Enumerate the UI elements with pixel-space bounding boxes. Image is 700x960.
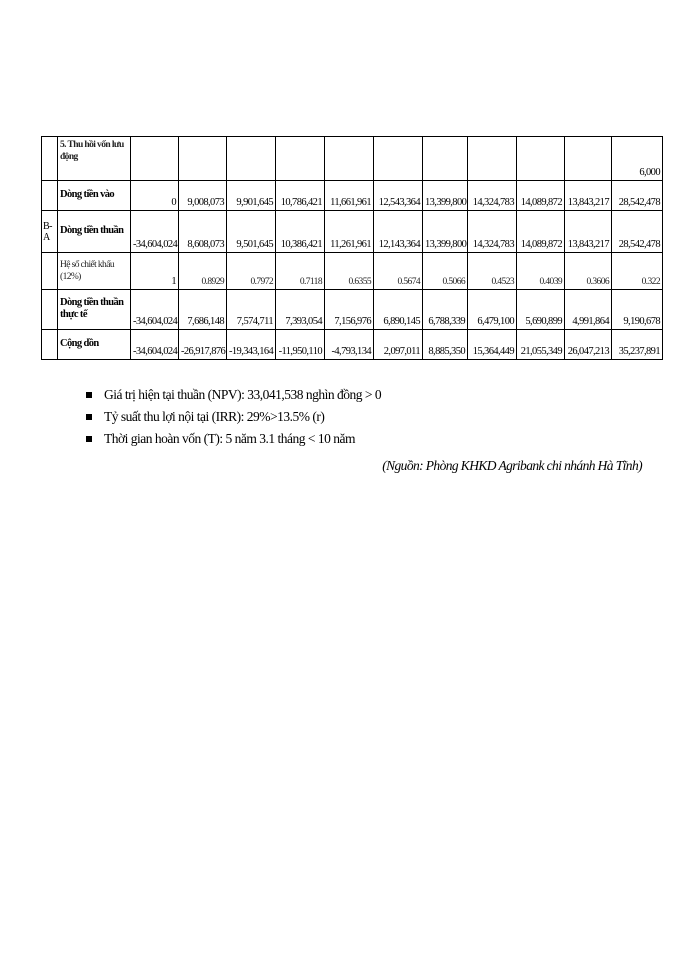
table-cell: 0.4039 bbox=[517, 253, 565, 290]
table-cell: 26,047,213 bbox=[565, 330, 612, 360]
table-cell: 28,542,478 bbox=[612, 211, 663, 253]
row-label: Dòng tiền thuần thực tế bbox=[58, 290, 131, 330]
table-cell: 11,261,961 bbox=[325, 211, 374, 253]
table-cell: 0.7972 bbox=[227, 253, 276, 290]
summary-text: Thời gian hoàn vốn (T): 5 năm 3.1 tháng < 10 năm bbox=[104, 431, 355, 446]
table-cell bbox=[131, 137, 179, 181]
cash-flow-table bbox=[41, 136, 663, 360]
table-cell: 0.6355 bbox=[325, 253, 374, 290]
table-cell: 12,143,364 bbox=[374, 211, 423, 253]
table-cell bbox=[325, 137, 374, 181]
table-cell: 1 bbox=[131, 253, 179, 290]
table-cell: 7,156,976 bbox=[325, 290, 374, 330]
summary-text: Giá trị hiện tại thuần (NPV): 33,041,538 nghìn đồng > 0 bbox=[104, 387, 382, 402]
row-label: Dòng tiền thuần bbox=[58, 211, 131, 253]
table-cell: -11,950,110 bbox=[276, 330, 325, 360]
table-row bbox=[42, 181, 663, 211]
table-cell: 6,788,339 bbox=[423, 290, 468, 330]
table-cell: -34,604,024 bbox=[131, 290, 179, 330]
table-cell: 0 bbox=[131, 181, 179, 211]
table-cell: 14,089,872 bbox=[517, 211, 565, 253]
table-row bbox=[42, 330, 663, 360]
table-cell: 6,000 bbox=[612, 137, 663, 181]
table-cell: 9,901,645 bbox=[227, 181, 276, 211]
square-bullet-icon bbox=[86, 436, 92, 442]
square-bullet-icon bbox=[86, 392, 92, 398]
table-cell: 6,479,100 bbox=[468, 290, 517, 330]
row-label: Cộng dồn bbox=[58, 330, 131, 360]
table-cell: 2,097,011 bbox=[374, 330, 423, 360]
table-cell: -19,343,164 bbox=[227, 330, 276, 360]
table-cell: 7,393,054 bbox=[276, 290, 325, 330]
table-cell: 10,786,421 bbox=[276, 181, 325, 211]
section-cell bbox=[42, 290, 58, 330]
section-cell bbox=[42, 253, 58, 290]
summary-text: Tỷ suất thu lợi nội tại (IRR): 29%>13.5% (r) bbox=[104, 409, 325, 424]
table-cell: 14,324,783 bbox=[468, 211, 517, 253]
row-label: Hệ số chiết khấu (12%) bbox=[58, 253, 131, 290]
table-row bbox=[42, 253, 663, 290]
table-cell bbox=[374, 137, 423, 181]
row-label: 5. Thu hồi vốn lưu động bbox=[58, 137, 131, 181]
table-cell: 35,237,891 bbox=[612, 330, 663, 360]
table-cell: 13,843,217 bbox=[565, 211, 612, 253]
section-cell bbox=[42, 137, 58, 181]
table-cell bbox=[423, 137, 468, 181]
summary-item bbox=[86, 384, 381, 406]
table-cell: 0.5066 bbox=[423, 253, 468, 290]
table-cell: 14,324,783 bbox=[468, 181, 517, 211]
table-cell: 0.322 bbox=[612, 253, 663, 290]
summary-item bbox=[86, 428, 381, 450]
table-cell bbox=[517, 137, 565, 181]
table-cell: 13,843,217 bbox=[565, 181, 612, 211]
table-cell: -4,793,134 bbox=[325, 330, 374, 360]
table-cell: 12,543,364 bbox=[374, 181, 423, 211]
table-cell: 0.5674 bbox=[374, 253, 423, 290]
table-cell: 13,399,800 bbox=[423, 181, 468, 211]
table-cell: 0.8929 bbox=[179, 253, 227, 290]
section-cell bbox=[42, 181, 58, 211]
table-cell: 0.4523 bbox=[468, 253, 517, 290]
table-cell: 14,089,872 bbox=[517, 181, 565, 211]
table-cell: -26,917,876 bbox=[179, 330, 227, 360]
table-cell: 9,501,645 bbox=[227, 211, 276, 253]
table-cell: 15,364,449 bbox=[468, 330, 517, 360]
table-cell: -34,604,024 bbox=[131, 330, 179, 360]
summary-item bbox=[86, 406, 381, 428]
table-cell: 0.7118 bbox=[276, 253, 325, 290]
table-cell: 28,542,478 bbox=[612, 181, 663, 211]
table-cell: 21,055,349 bbox=[517, 330, 565, 360]
table-cell: 7,686,148 bbox=[179, 290, 227, 330]
table-cell: 5,690,899 bbox=[517, 290, 565, 330]
section-label: B-A bbox=[42, 211, 58, 253]
table-cell: 7,574,711 bbox=[227, 290, 276, 330]
table-cell: 9,008,073 bbox=[179, 181, 227, 211]
row-label: Dòng tiền vào bbox=[58, 181, 131, 211]
table-cell: 11,661,961 bbox=[325, 181, 374, 211]
square-bullet-icon bbox=[86, 414, 92, 420]
table-cell: -34,604,024 bbox=[131, 211, 179, 253]
table-row bbox=[42, 211, 663, 253]
table-cell: 8,885,350 bbox=[423, 330, 468, 360]
table-cell: 4,991,864 bbox=[565, 290, 612, 330]
table-cell bbox=[227, 137, 276, 181]
section-cell bbox=[42, 330, 58, 360]
table-cell: 0.3606 bbox=[565, 253, 612, 290]
table-cell bbox=[468, 137, 517, 181]
source-note: (Nguồn: Phòng KHKD Agribank chi nhánh Hà Tĩnh) bbox=[382, 458, 642, 473]
table-cell: 9,190,678 bbox=[612, 290, 663, 330]
table-cell: 6,890,145 bbox=[374, 290, 423, 330]
table-cell bbox=[565, 137, 612, 181]
table-cell: 13,399,800 bbox=[423, 211, 468, 253]
table-cell bbox=[276, 137, 325, 181]
summary-list bbox=[86, 384, 381, 450]
table-cell: 10,386,421 bbox=[276, 211, 325, 253]
table-row bbox=[42, 137, 663, 181]
table-row bbox=[42, 290, 663, 330]
table-cell: 8,608,073 bbox=[179, 211, 227, 253]
table-cell bbox=[179, 137, 227, 181]
